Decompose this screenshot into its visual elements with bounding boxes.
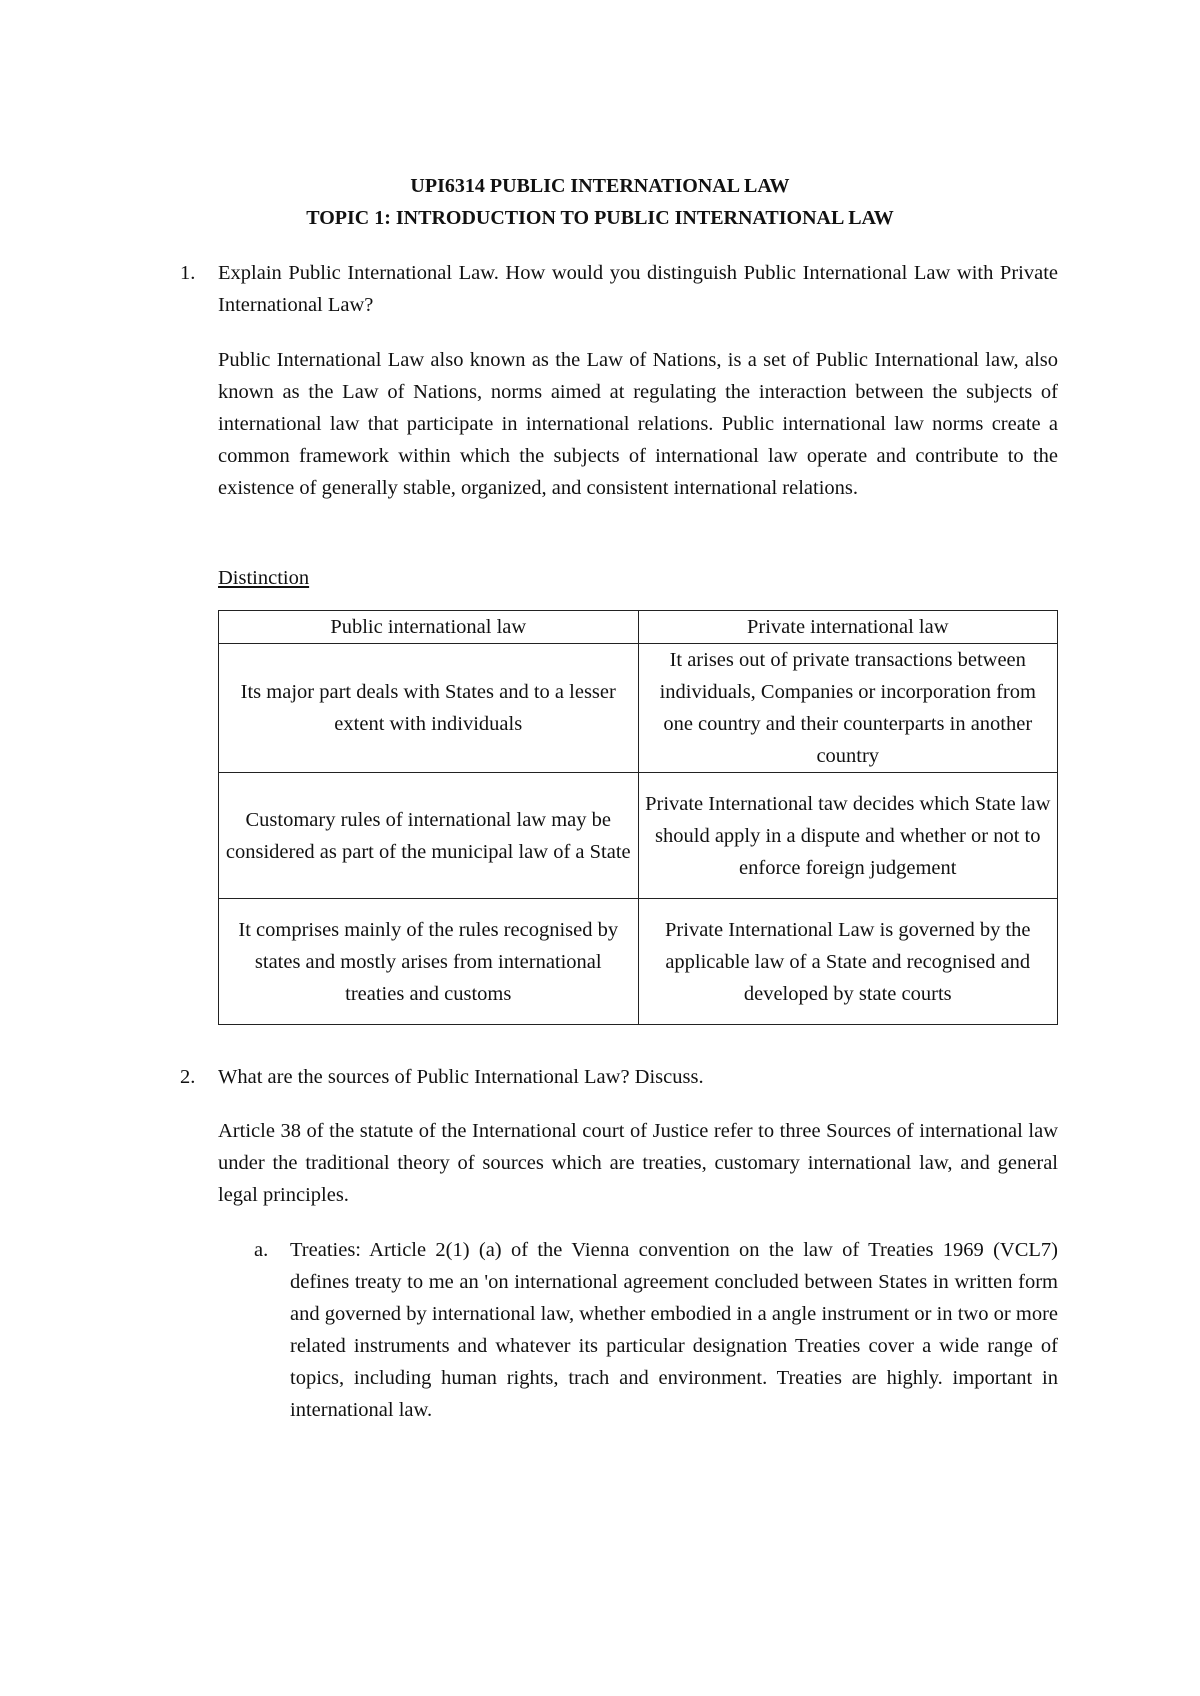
question-1-number: 1.: [180, 262, 196, 284]
table-cell: It comprises mainly of the rules recognised by states and mostly arises from international treaties and customs: [219, 899, 639, 1025]
table-header-row: [219, 611, 1058, 644]
table-header-cell: Public international law: [219, 611, 639, 644]
question-1-text: Explain Public International Law. How would you distinguish Public International Law with Private International Law?: [218, 262, 1058, 316]
sub-item-a-text: Treaties: Article 2(1) (a) of the Vienna convention on the law of Treaties 1969 (VCL7) defines treaty to me an 'on international agreement concluded between States in written form and governed by international law, whether embodied in a angle instrument or in two or more related instruments and whatever its particular designation Treaties cover a wide range of topics, including human rights, trach and environment. Treaties are highly. important in international law.: [290, 1239, 1058, 1421]
topic-title: TOPIC 1: INTRODUCTION TO PUBLIC INTERNATIONAL LAW: [306, 207, 894, 229]
table-cell: Private International taw decides which State law should apply in a dispute and whether or not to enforce foreign judgement: [638, 773, 1058, 899]
question-2-text: What are the sources of Public International Law? Discuss.: [218, 1066, 704, 1088]
question-2-number: 2.: [180, 1066, 196, 1088]
table-row: [219, 773, 1058, 899]
sub-item-a-letter: a.: [254, 1239, 269, 1261]
table-row: [219, 899, 1058, 1025]
question-1-answer: Public International Law also known as the Law of Nations, is a set of Public International law, also known as the Law of Nations, norms aimed at regulating the interaction between the subjects of international law that participate in international relations. Public international law norms create a common framework within which the subjects of international law operate and contribute to the existence of generally stable, organized, and consistent international relations.: [218, 349, 1058, 499]
question-2-answer: Article 38 of the statute of the International court of Justice refer to three Sources of international law under the traditional theory of sources which are treaties, customary international law, and general legal principles.: [218, 1120, 1058, 1206]
table-cell: It arises out of private transactions between individuals, Companies or incorporation from one country and their counterparts in another country: [638, 644, 1058, 773]
distinction-table: [218, 610, 1058, 1025]
table-header-cell: Private international law: [638, 611, 1058, 644]
distinction-heading: Distinction: [218, 567, 310, 589]
table-row: [219, 644, 1058, 773]
table-cell: Customary rules of international law may be considered as part of the municipal law of a State: [219, 773, 639, 899]
table-cell: Its major part deals with States and to a lesser extent with individuals: [219, 644, 639, 773]
table-cell: Private International Law is governed by the applicable law of a State and recognised and developed by state courts: [638, 899, 1058, 1025]
course-title: UPI6314 PUBLIC INTERNATIONAL LAW: [410, 175, 790, 197]
